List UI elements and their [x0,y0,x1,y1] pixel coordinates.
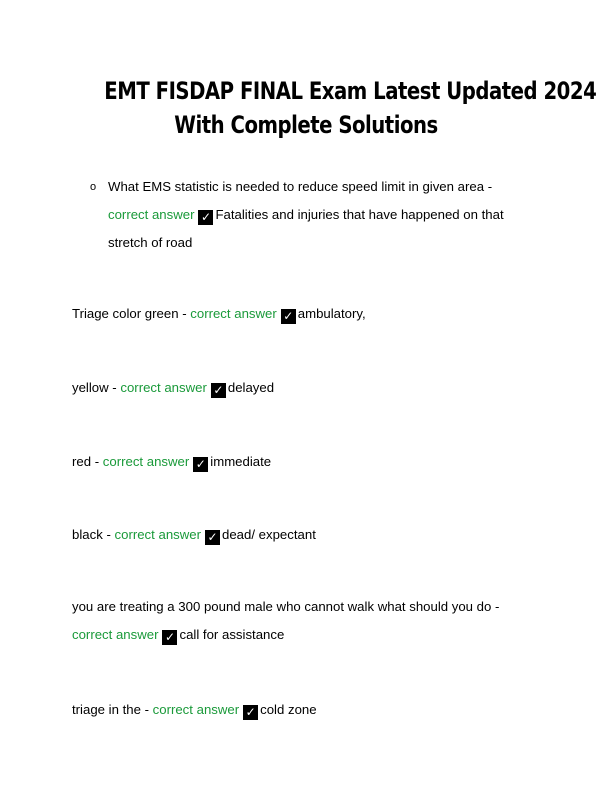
answer-text: Fatalities and injuries that have happened on that stretch of road [108,207,504,250]
checkmark-icon: ✓ [211,383,226,398]
answer-text: cold zone [260,702,317,717]
question-text: triage in the - [72,702,149,717]
answer-text: dead/ expectant [222,527,316,542]
checkmark-icon: ✓ [198,210,213,225]
document-title [104,74,597,142]
answer-label: correct answer [108,207,195,222]
answer-label: correct answer [114,527,201,542]
qa-item-300-pound-male [72,593,542,649]
bullet-text [108,173,530,257]
answer-text: call for assistance [179,627,285,642]
qa-item-green [72,300,542,328]
answer-label: correct answer [72,627,159,642]
qa-item-red [72,448,542,476]
bullet-marker: o [90,181,97,193]
question-text: black - [72,527,111,542]
checkmark-icon: ✓ [162,630,177,645]
answer-label: correct answer [152,702,240,717]
question-text: yellow - [72,380,117,395]
title-line-2: With Complete Solutions [174,111,438,139]
question-text: red - [72,454,100,469]
qa-item-black [72,521,542,549]
checkmark-icon: ✓ [281,309,296,324]
answer-label: correct answer [102,454,190,469]
qa-item-yellow [72,374,542,402]
title-line-1: EMT FISDAP FINAL Exam Latest Updated 2024 [104,77,597,105]
answer-text: immediate [210,454,272,469]
answer-label: correct answer [120,380,207,395]
answer-label: correct answer [190,306,277,321]
checkmark-icon: ✓ [193,457,208,472]
answer-text: delayed [227,380,275,395]
checkmark-icon: ✓ [243,705,258,720]
question-text: Triage color green - [72,306,187,321]
answer-text: ambulatory, [297,306,366,321]
qa-item-triage-zone [72,696,542,724]
question-text: you are treating a 300 pound male who cannot walk what should you do - [72,599,500,614]
question-text: What EMS statistic is needed to reduce speed limit in given area - [108,179,493,194]
checkmark-icon: ✓ [205,530,220,545]
bullet-question [90,173,530,257]
